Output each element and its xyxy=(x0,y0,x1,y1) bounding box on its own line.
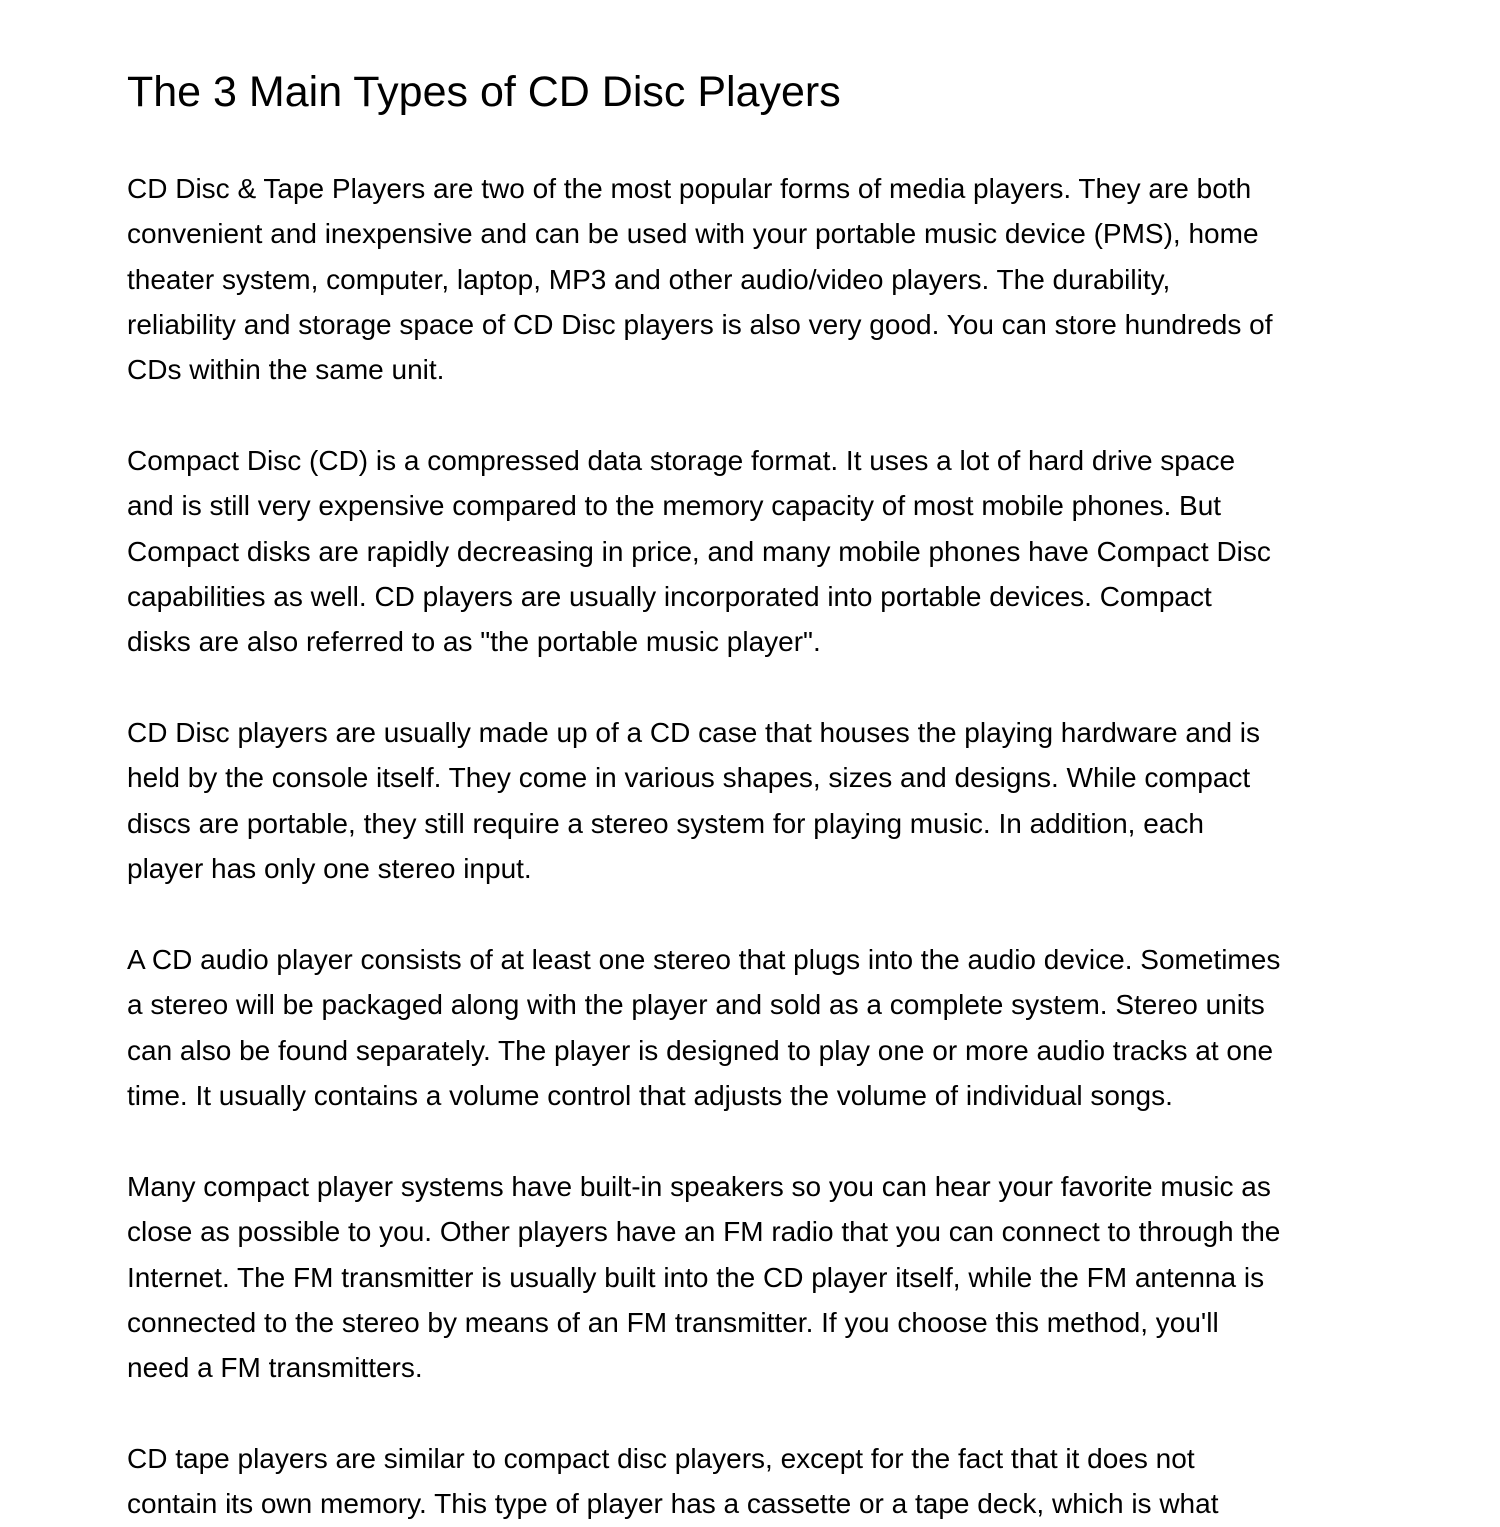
paragraph: A CD audio player consists of at least one stereo that plugs into the audio device. Sometimes a stereo will be packaged along with the player and sold as a complete system. Stereo units can also be found separately. The player is designed to play one or more audio tracks at one time. It usually contains a volume control that adjusts the volume of individual songs. xyxy=(127,944,1281,1111)
paragraph: CD Disc & Tape Players are two of the most popular forms of media players. They are both convenient and inexpensive and can be used with your portable music device (PMS), home theater system, computer, laptop, MP3 and other audio/video players. The durability, reliability and storage space of CD Disc players is also very good. You can store hundreds of CDs within the same unit. xyxy=(127,173,1273,386)
paragraph: CD Disc players are usually made up of a CD case that houses the playing hardware and is held by the console itself. They come in various shapes, sizes and designs. While compact discs are portable, they still require a stereo system for playing music. In addition, each player has only one stereo input. xyxy=(127,717,1261,884)
paragraph: Compact Disc (CD) is a compressed data storage format. It uses a lot of hard drive space and is still very expensive compared to the memory capacity of most mobile phones. But Compact disks are rapidly decreasing in price, and many mobile phones have Compact Disc capabilities as well. CD players are usually incorporated into portable devices. Compact disks are also referred to as "the portable music player". xyxy=(127,445,1271,658)
paragraph: Many compact player systems have built-in speakers so you can hear your favorite music as close as possible to you. Other players have an FM radio that you can connect to through the Internet. The FM transmitter is usually built into the CD player itself, while the FM antenna is connected to the stereo by means of an FM transmitter. If you choose this method, you'll need a FM transmitters. xyxy=(127,1171,1281,1384)
paragraph: CD tape players are similar to compact disc players, except for the fact that it does not contain its own memory. This type of player has a cassette or a tape deck, which is what xyxy=(127,1443,1219,1520)
document-title: The 3 Main Types of CD Disc Players xyxy=(127,68,841,116)
